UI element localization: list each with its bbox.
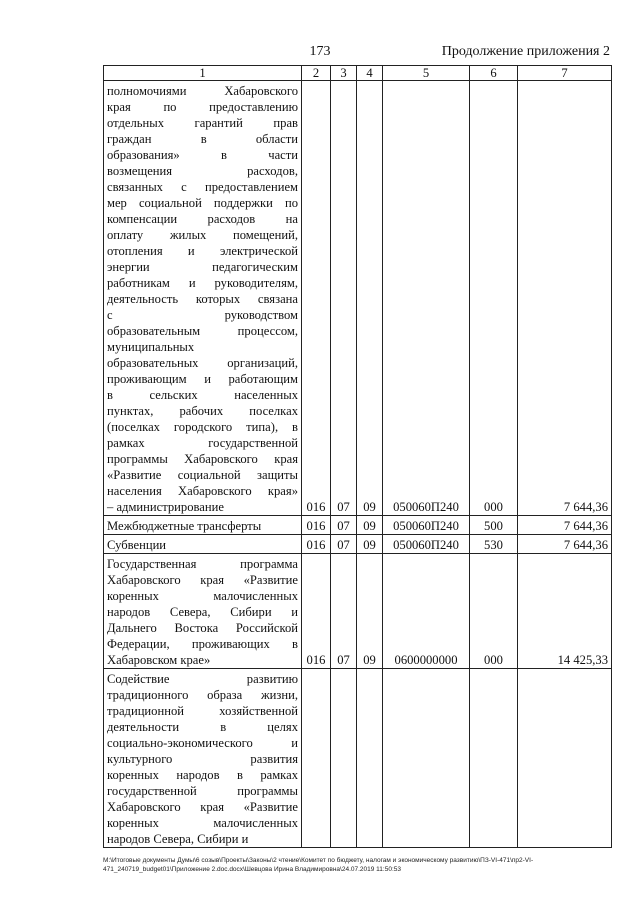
target-article-code: 050060П240 [383,535,470,554]
amount: 14 425,33 [518,554,612,669]
column-header: 1 [104,66,302,81]
target-article-code: 050060П240 [383,81,470,516]
row-description [104,81,302,516]
column-header: 3 [331,66,357,81]
row-description [104,535,302,554]
description-line: отопления и электрической [107,244,298,258]
description-line: работникам и руководителям, [107,276,298,290]
description-line: деятельности в целях [107,720,298,734]
expense-type-code [470,669,518,848]
chapter-code: 016 [302,554,331,669]
budget-table [103,65,612,848]
target-article-code: 050060П240 [383,516,470,535]
subsection-code: 09 [357,554,383,669]
row-description [104,669,302,848]
description-line: в сельских населенных [107,388,298,402]
description-line: (поселках городского типа), в [107,420,298,434]
section-code: 07 [331,535,357,554]
description-line: Субвенции [107,538,167,552]
description-line: народов Севера, Сибири и [107,832,249,846]
chapter-code [302,669,331,848]
description-line: коренных малочисленных [107,816,298,830]
amount [518,669,612,848]
target-article-code: 0600000000 [383,554,470,669]
expense-type-code: 000 [470,554,518,669]
description-line: связанных с предоставлением [107,180,298,194]
description-line: государственной программы [107,784,298,798]
description-line: образования» в части [107,148,298,162]
description-line: проживающим и работающим [107,372,298,386]
row-description [104,554,302,669]
description-line: пунктах, рабочих поселках [107,404,298,418]
expense-type-code: 500 [470,516,518,535]
section-code: 07 [331,554,357,669]
description-line: «Развитие социальной защиты [107,468,298,482]
description-line: населения Хабаровского края» [107,484,298,498]
amount: 7 644,36 [518,535,612,554]
description-line: Дальнего Востока Российской [107,621,298,635]
subsection-code [357,669,383,848]
row-description [104,516,302,535]
amount: 7 644,36 [518,516,612,535]
description-line: Государственная программа [107,557,298,571]
section-code [331,669,357,848]
section-code: 07 [331,516,357,535]
description-line: деятельность которых связана [107,292,298,306]
description-line: социально-экономического и [107,736,298,750]
description-line: традиционной хозяйственной [107,704,298,718]
description-line: Хабаровского края «Развитие [107,573,298,587]
description-line: традиционного образа жизни, [107,688,298,702]
chapter-code: 016 [302,81,331,516]
column-header: 2 [302,66,331,81]
description-line: края по предоставлению [107,100,298,114]
description-line: мер социальной поддержки по [107,196,298,210]
expense-type-code: 530 [470,535,518,554]
description-line: коренных народов в рамках [107,768,298,782]
description-line: отдельных гарантий прав [107,116,298,130]
subsection-code: 09 [357,81,383,516]
chapter-code: 016 [302,516,331,535]
description-line: оплату жилых помещений, [107,228,298,242]
description-line: полномочиями Хабаровского [107,84,298,98]
file-path-footer: М:\Итоговые документы Думы\6 созыв\Проекты\Законы\2 чтение\Комитет по бюджету, налогам и экономическому развитию\ПЗ-VI-471\пр2-VI-471_240719_budget01\Приложение 2.doc.docx\Шевцова Ирина Владимировна\24.07.2019 11:50:53 [103,857,534,873]
description-line: программы Хабаровского края [107,452,298,466]
column-header: 5 [383,66,470,81]
description-line: энергии педагогическим [107,260,298,274]
description-line: образовательных организаций, [107,356,298,370]
description-line: компенсации расходов на [107,212,298,226]
target-article-code [383,669,470,848]
page-number: 173 [309,44,331,59]
subsection-code: 09 [357,535,383,554]
description-line: Федерации, проживающих в [107,637,298,651]
chapter-code: 016 [302,535,331,554]
description-line: народов Севера, Сибири и [107,605,298,619]
description-line: граждан в области [107,132,298,146]
table-header-row [104,66,612,81]
description-line: рамках государственной [107,436,298,450]
description-line: образовательным процессом, [107,324,298,338]
table-row [104,81,612,516]
description-line: с руководством [107,308,298,322]
description-line: – администрирование [107,500,224,514]
table-row [104,669,612,848]
table-row [104,535,612,554]
subsection-code: 09 [357,516,383,535]
description-line: Содействие развитию [107,672,298,686]
column-header: 6 [470,66,518,81]
description-line: Хабаровского края «Развитие [107,800,298,814]
description-line: возмещения расходов, [107,164,298,178]
column-header: 7 [518,66,612,81]
expense-type-code: 000 [470,81,518,516]
column-header: 4 [357,66,383,81]
description-line: коренных малочисленных [107,589,298,603]
amount: 7 644,36 [518,81,612,516]
description-line: культурного развития [107,752,298,766]
continuation-label: Продолжение приложения 2 [441,44,610,59]
section-code: 07 [331,81,357,516]
description-line: Хабаровском крае» [107,653,211,667]
table-row [104,516,612,535]
description-line: Межбюджетные трансферты [107,519,262,533]
description-line: муниципальных [107,340,195,354]
table-row [104,554,612,669]
